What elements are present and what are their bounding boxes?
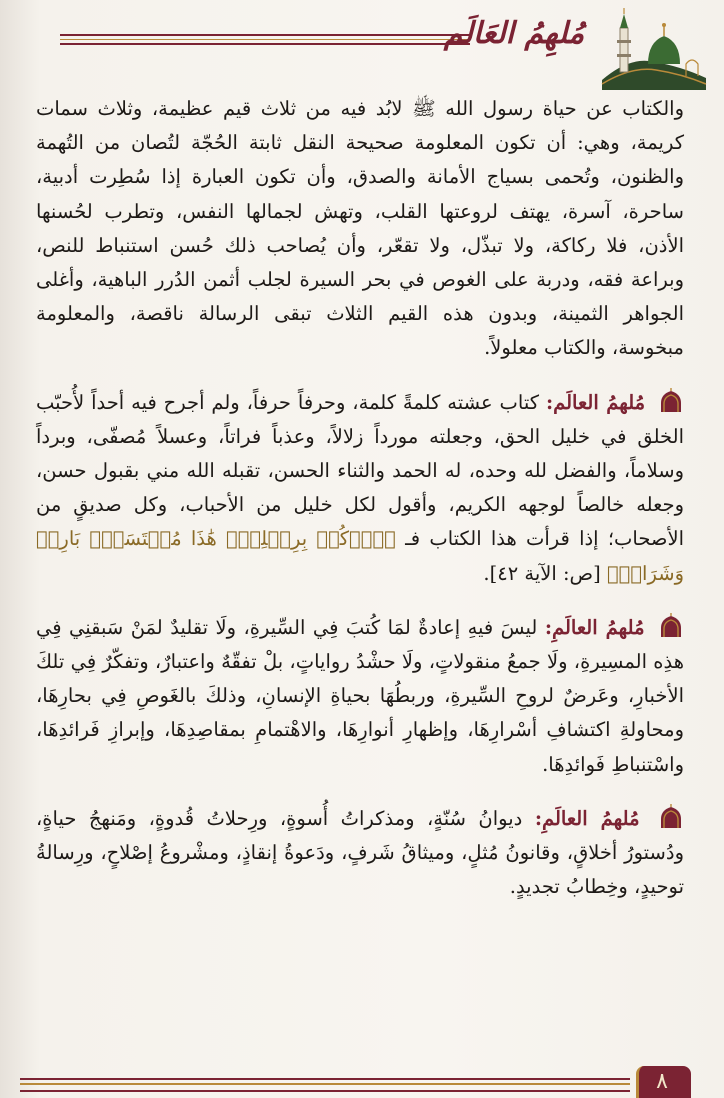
quran-verse: ﴿ٱرۡكُضۡ بِرِجۡلِكَۖ هَٰذَا مُغۡتَسَلُۢ بَارِدٞ وَشَرَابٞ﴾ — [36, 527, 684, 585]
running-title: مُلهِمُ العَالَم — [443, 16, 585, 51]
page-body — [36, 92, 684, 904]
paragraph-method — [36, 611, 684, 782]
section-lead: مُلهمُ العالَمِ: — [534, 806, 640, 830]
page-number: ٨ — [656, 1069, 668, 1094]
paragraph-text: كتاب عشته كلمةً كلمة، وحرفاً حرفاً، ولم أجرح فيه أحداً لأُحبّب الخلق في خليل الحق، وجعلته مورداً زلالاً، وعذباً فراتاً، وعسلاً مُصفّى، وبرداً وسلاماً، والفضل لله وحده، له الحمد والثناء الحسن، تقبله الله مني بقبول حسن، وجعله خالصاً لوجهه الكريم، وأقول لكل خليل من الأحباب، وكل صديقٍ من الأصحاب؛ إذا قرأت هذا الكتاب فـ — [36, 390, 684, 551]
paragraph-text: ديوانُ سُنّةٍ، ومذكراتُ أُسوةٍ، ورِحلاتُ قُدوةٍ، ومَنهجُ حياةٍ، ودُستورُ أخلاقٍ، وقانونُ مُثلٍ، وميثاقُ شَرفٍ، ودَعوةُ إنقاذٍ، ومشْروعُ إصْلاحٍ، ورِسالةُ توحيدٍ، وخِطابُ تجديدٍ. — [36, 806, 684, 899]
page-footer — [0, 1056, 724, 1098]
mosque-dome-minaret-icon — [600, 6, 708, 90]
dome-bullet-icon — [658, 804, 684, 830]
footer-rule — [20, 1078, 630, 1092]
paragraph-text: ليسَ فيهِ إعادةٌ لمَا كُتبَ فِي السِّيرةِ، ولَا تقليدٌ لمَنْ سَبقنِي فِي هذِه المسِيرةِ، ولَا جمعُ منقولاتٍ، ولَا حشْدُ رواياتٍ، بلْ تفقّهٌ واعتبارٌ، وتفكّرٌ فِي تلكَ الأخبارِ، وعَرضٌ لروحِ السِّيرةِ، وربطُهَا بحياةِ الإنسانِ، وذلكَ بالغَوصِ فِي بحارِهَا، ومحاولةِ اكتشافِ أسْرارِهَا، وإظهارِ أنوارِهَا، والاهْتمامِ بمقاصِدِهَا، وإبرازِ فَرائدِهَا، واسْتنباطِ فَوائدِهَا. — [36, 615, 684, 776]
header-rule-gold — [60, 39, 470, 40]
section-lead: مُلهمُ العالَم: — [545, 390, 646, 414]
page-header — [0, 0, 724, 90]
dome-bullet-icon — [658, 613, 684, 639]
paragraph-definition — [36, 802, 684, 905]
paragraph-book — [36, 386, 684, 591]
paragraph-intro — [36, 92, 684, 366]
verse-reference: [ص: الآية ٤٢]. — [483, 561, 601, 585]
footer-rule-gold — [20, 1083, 630, 1085]
paragraph-text: والكتاب عن حياة رسول الله ﷺ لابُد فيه من ثلاث قيم عظيمة، وثلاث سمات كريمة، وهي: أن تكون المعلومة صحيحة النقل ثابتة الحُجّة لتُصان من التُهمة والظنون، وتُحمى بسياج الأمانة والصدق، وأن تكون العبارة إذا سُطِرت أدبية، ساحرة، آسرة، يهتف لروعتها القلب، وتهش لجمالها النفس، وتطرب لحُسنها الأذن، فلا ركاكة، ولا تبذّل، ولا تقعّر، وأن يُصاحب ذلك حُسن استنباط للنص، وبراعة فقه، ودربة على الغوص في بحر السيرة لجلب أثمن الدُرر الباهية، وأغلى الجواهر الثمينة، وبدون هذه القيم الثلاث تبقى الرسالة ناقصة، والمعلومة مبخوسة، والكتاب معلولاً. — [36, 97, 684, 360]
dome-bullet-icon — [658, 388, 684, 414]
section-lead: مُلهمُ العالَمِ: — [544, 615, 645, 639]
